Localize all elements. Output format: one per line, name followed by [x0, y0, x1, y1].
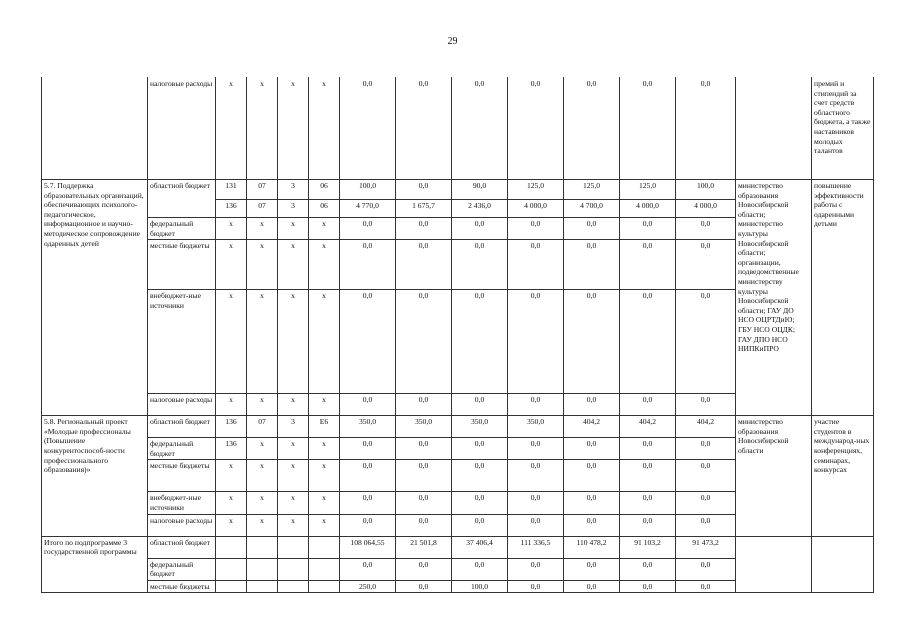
table-cell: 0,0: [508, 438, 564, 460]
table-cell: х: [309, 218, 340, 240]
table-cell: 0,0: [452, 438, 508, 460]
table-cell: федеральный бюджет: [148, 438, 216, 460]
table-cell: х: [216, 394, 247, 416]
table-cell: местные бюджеты: [148, 580, 216, 593]
table-cell: 0,0: [564, 394, 620, 416]
table-cell: 0,0: [396, 218, 452, 240]
table-cell: [216, 580, 247, 593]
table-cell: [216, 558, 247, 580]
table-cell: 91 103,2: [620, 536, 676, 558]
table-cell: 0,0: [340, 218, 396, 240]
table-cell: [278, 558, 309, 580]
page-number: 29: [447, 36, 458, 47]
table-cell: [278, 580, 309, 593]
table-cell: 0,0: [676, 558, 736, 580]
table-cell: [736, 78, 812, 180]
table-cell: федеральный бюджет: [148, 558, 216, 580]
table-cell: 0,0: [620, 438, 676, 460]
table-cell: [812, 536, 874, 593]
table-cell: 4 770,0: [340, 200, 396, 218]
table-cell: 0,0: [396, 558, 452, 580]
table-cell: 0,0: [340, 558, 396, 580]
table-cell: х: [216, 492, 247, 514]
table-cell: премий и стипендий за счет средств областного бюджета, а также наставников молодых талантов: [812, 78, 874, 180]
table-cell: х: [309, 514, 340, 536]
table-cell: х: [216, 514, 247, 536]
table-cell: 0,0: [620, 514, 676, 536]
table-cell: 0,0: [564, 514, 620, 536]
table-cell: [309, 536, 340, 558]
table-cell: 110 478,2: [564, 536, 620, 558]
table-cell: 350,0: [396, 416, 452, 438]
table-cell: 0,0: [676, 78, 736, 180]
table-cell: 0,0: [676, 218, 736, 240]
table-cell: 0,0: [452, 290, 508, 394]
table-cell: 0,0: [340, 492, 396, 514]
table-cell: 350,0: [340, 416, 396, 438]
table-cell: 5.8. Региональный проект «Молодые профессионалы (Повышение конкурентоспособ-ности профессионального образования)»: [42, 416, 148, 536]
table-cell: 0,0: [340, 460, 396, 492]
table-cell: 0,0: [508, 460, 564, 492]
table-cell: 404,2: [564, 416, 620, 438]
table-cell: 0,0: [564, 240, 620, 290]
table-cell: 0,0: [396, 492, 452, 514]
table-cell: 0,0: [620, 240, 676, 290]
table-cell: 5.7. Поддержка образовательных организаций, обеспечивающих психолого-педагогическое, информационное и научно-методическое сопровождение одаренных детей: [42, 180, 148, 416]
table-cell: 0,0: [564, 558, 620, 580]
table-cell: 0,0: [396, 240, 452, 290]
table-cell: 0,0: [620, 580, 676, 593]
table-cell: 0,0: [508, 492, 564, 514]
table-cell: 100,0: [676, 180, 736, 200]
table-cell: 3: [278, 180, 309, 200]
table-cell: 07: [247, 200, 278, 218]
table-cell: 136: [216, 200, 247, 218]
table-cell: 0,0: [340, 78, 396, 180]
table-cell: 250,0: [340, 580, 396, 593]
table-cell: [309, 580, 340, 593]
table-cell: внебюджет-ные источники: [148, 492, 216, 514]
table-cell: х: [309, 290, 340, 394]
table-cell: 125,0: [564, 180, 620, 200]
table-cell: 111 336,5: [508, 536, 564, 558]
table-cell: х: [278, 460, 309, 492]
table-cell: 37 406,4: [452, 536, 508, 558]
table-cell: 404,2: [620, 416, 676, 438]
table-row: [42, 78, 874, 180]
table-cell: 0,0: [676, 514, 736, 536]
table-cell: 0,0: [396, 580, 452, 593]
table-cell: х: [278, 218, 309, 240]
table-cell: 0,0: [340, 240, 396, 290]
table-cell: х: [278, 438, 309, 460]
table-cell: местные бюджеты: [148, 460, 216, 492]
table-cell: 0,0: [452, 394, 508, 416]
table-cell: 1 675,7: [396, 200, 452, 218]
table-cell: министерство образования Новосибирской области: [736, 416, 812, 536]
table-cell: областной бюджет: [148, 180, 216, 218]
table-cell: [216, 536, 247, 558]
table-cell: х: [216, 290, 247, 394]
table-cell: 100,0: [340, 180, 396, 200]
table-cell: [736, 536, 812, 593]
budget-table: [41, 77, 874, 593]
table-cell: 108 064,55: [340, 536, 396, 558]
table-cell: х: [247, 218, 278, 240]
table-cell: 0,0: [508, 240, 564, 290]
table-cell: 0,0: [676, 290, 736, 394]
table-cell: 0,0: [620, 218, 676, 240]
table-cell: 0,0: [508, 218, 564, 240]
table-cell: 0,0: [564, 290, 620, 394]
table-cell: 3: [278, 200, 309, 218]
table-cell: 0,0: [396, 460, 452, 492]
table-cell: 0,0: [620, 394, 676, 416]
table-cell: 91 473,2: [676, 536, 736, 558]
table-cell: 90,0: [452, 180, 508, 200]
table-cell: 0,0: [676, 394, 736, 416]
table-cell: 0,0: [396, 78, 452, 180]
table-cell: [278, 536, 309, 558]
table-cell: налоговые расходы: [148, 78, 216, 180]
table-cell: 0,0: [340, 290, 396, 394]
table-cell: местные бюджеты: [148, 240, 216, 290]
table-cell: 350,0: [508, 416, 564, 438]
table-cell: Е6: [309, 416, 340, 438]
table-cell: х: [247, 394, 278, 416]
table-cell: 0,0: [676, 580, 736, 593]
table-cell: х: [309, 394, 340, 416]
table-cell: 4 000,0: [676, 200, 736, 218]
table-cell: областной бюджет: [148, 536, 216, 558]
table-cell: 0,0: [452, 514, 508, 536]
table-cell: х: [247, 290, 278, 394]
table-cell: 125,0: [508, 180, 564, 200]
table-cell: 404,2: [676, 416, 736, 438]
table-cell: 0,0: [508, 78, 564, 180]
table-cell: х: [216, 460, 247, 492]
table-cell: х: [247, 438, 278, 460]
table-cell: 21 501,8: [396, 536, 452, 558]
table-cell: Итого по подпрограмме 3 государственной программы: [42, 536, 148, 593]
table-row: [42, 536, 874, 558]
table-cell: повышение эффективности работы с одаренными детьми: [812, 180, 874, 416]
table-cell: х: [278, 240, 309, 290]
table-cell: 0,0: [620, 492, 676, 514]
table-cell: [247, 580, 278, 593]
table-cell: 0,0: [340, 394, 396, 416]
table-cell: федеральный бюджет: [148, 218, 216, 240]
table-cell: х: [247, 460, 278, 492]
table-cell: 0,0: [340, 438, 396, 460]
table-cell: 07: [247, 180, 278, 200]
table-cell: 4 000,0: [620, 200, 676, 218]
table-cell: 0,0: [508, 514, 564, 536]
table-cell: 0,0: [676, 240, 736, 290]
table-cell: 0,0: [676, 438, 736, 460]
table-cell: х: [278, 514, 309, 536]
table-cell: 0,0: [340, 514, 396, 536]
table-cell: х: [216, 218, 247, 240]
table-cell: 0,0: [564, 78, 620, 180]
table-cell: х: [216, 78, 247, 180]
table-cell: 07: [247, 416, 278, 438]
table-cell: 4 700,0: [564, 200, 620, 218]
table-cell: 0,0: [564, 460, 620, 492]
table-cell: 0,0: [564, 580, 620, 593]
table-cell: 2 436,0: [452, 200, 508, 218]
table-cell: 0,0: [452, 460, 508, 492]
table-cell: [247, 558, 278, 580]
table-cell: х: [278, 394, 309, 416]
table-cell: х: [278, 492, 309, 514]
table-cell: х: [309, 438, 340, 460]
table-cell: х: [278, 290, 309, 394]
table-cell: 0,0: [452, 240, 508, 290]
table-cell: х: [247, 240, 278, 290]
table-cell: 3: [278, 416, 309, 438]
table-cell: [42, 78, 148, 180]
table-cell: [309, 558, 340, 580]
table-cell: х: [309, 492, 340, 514]
table-cell: 0,0: [620, 78, 676, 180]
table-cell: 0,0: [508, 580, 564, 593]
table-cell: 0,0: [396, 438, 452, 460]
table-cell: х: [247, 492, 278, 514]
table-row: [42, 180, 874, 200]
table-cell: налоговые расходы: [148, 514, 216, 536]
table-cell: 0,0: [452, 492, 508, 514]
table-cell: 0,0: [620, 460, 676, 492]
table-cell: 0,0: [564, 218, 620, 240]
table-cell: 0,0: [564, 438, 620, 460]
table-cell: 06: [309, 180, 340, 200]
table-cell: х: [247, 514, 278, 536]
table-cell: министерство образования Новосибирской области; министерство культуры Новосибирской области; организации, подведомственные министерству культуры Новосибирской области; ГАУ ДО НСО ОЦРТДиЮ; ГБУ НСО ОЦДК; ГАУ ДПО НСО НИПКиПРО: [736, 180, 812, 416]
table-cell: 0,0: [508, 558, 564, 580]
table-cell: х: [278, 78, 309, 180]
table-cell: 0,0: [452, 218, 508, 240]
table-cell: х: [309, 460, 340, 492]
table-cell: 0,0: [452, 78, 508, 180]
table-cell: 350,0: [452, 416, 508, 438]
table-cell: областной бюджет: [148, 416, 216, 438]
table-cell: 100,0: [452, 580, 508, 593]
table-cell: 0,0: [564, 492, 620, 514]
table-cell: 0,0: [508, 394, 564, 416]
table-cell: 0,0: [676, 492, 736, 514]
table-cell: 0,0: [396, 394, 452, 416]
table-cell: 06: [309, 200, 340, 218]
table-cell: участие студентов в международ-ных конференциях, семинарах, конкурсах: [812, 416, 874, 536]
table-cell: 0,0: [620, 290, 676, 394]
table-row: [42, 416, 874, 438]
table-cell: 131: [216, 180, 247, 200]
table-cell: 0,0: [452, 558, 508, 580]
table-cell: 0,0: [396, 180, 452, 200]
table-cell: х: [309, 78, 340, 180]
table-cell: 0,0: [620, 558, 676, 580]
table-cell: х: [247, 78, 278, 180]
table-cell: 136: [216, 438, 247, 460]
table-cell: 4 000,0: [508, 200, 564, 218]
table-cell: [247, 536, 278, 558]
table-cell: х: [216, 240, 247, 290]
table-cell: 0,0: [676, 460, 736, 492]
table-cell: 0,0: [396, 290, 452, 394]
table-cell: 136: [216, 416, 247, 438]
table-cell: внебюджет-ные источники: [148, 290, 216, 394]
table-cell: налоговые расходы: [148, 394, 216, 416]
table-cell: х: [309, 240, 340, 290]
table-body: [42, 78, 874, 593]
table-cell: 125,0: [620, 180, 676, 200]
table-cell: 0,0: [508, 290, 564, 394]
table-cell: 0,0: [396, 514, 452, 536]
